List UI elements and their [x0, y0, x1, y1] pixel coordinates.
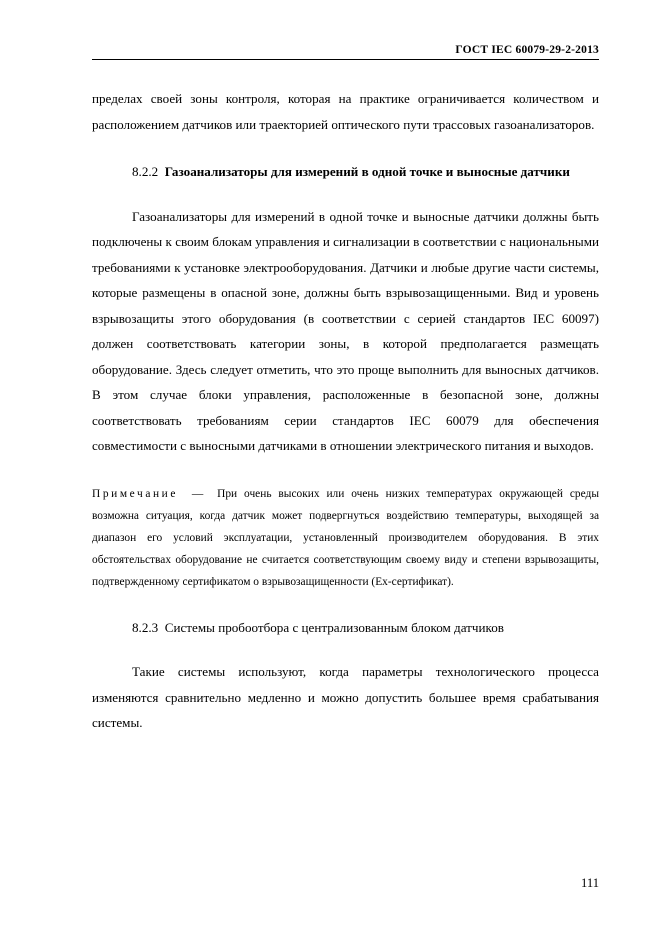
- page-header: [92, 44, 599, 56]
- section-title-8-2-2: Газоанализаторы для измерений в одной точке и выносные датчики: [164, 164, 570, 179]
- section-title-8-2-3: Системы пробоотбора с централизованным блоком датчиков: [164, 619, 504, 635]
- paragraph-continuation: пределах своей зоны контроля, которая на практике ограничивается количеством и расположением датчиков или траекторией оптического пути трассовых газоанализаторов.: [92, 91, 599, 132]
- section-body-8-2-3: Такие системы используют, когда параметры технологического процесса изменяются сравнительно медленно и можно допустить большее время срабатывания системы.: [92, 664, 599, 730]
- section-number-8-2-2: 8.2.2: [132, 164, 159, 179]
- section-number-8-2-3: 8.2.3: [132, 619, 159, 635]
- note-label: Примечание: [92, 487, 179, 500]
- header-divider: [92, 59, 599, 60]
- section-heading-8-2-2: [92, 159, 599, 185]
- section-body-8-2-2: Газоанализаторы для измерений в одной точке и выносные датчики должны быть подключены к своим блокам управления и сигнализации в соответствии с национальными требованиями к установке электрооборудования. Датчики и любые другие части системы, которые размещены в опасной зоне, должны быть взрывозащищенными. Вид и уровень взрывозащиты этого оборудования (в соответствии с серией стандартов IEC 60097) должен соответствовать категории зоны, в которой предполагается размещать оборудование. Здесь следует отметить, что это проще выполнить для выносных датчиков. В этом случае блоки управления, расположенные в безопасной зоне, должны соответствовать требованиям серии стандартов IEC 60079 для обеспечения совместимости с выносными датчиками в отношении электрического питания и выходов.: [92, 208, 599, 453]
- note-dash: —: [191, 487, 204, 500]
- note-text: При очень высоких или очень низких температурах окружающей среды возможна ситуация, когда датчик может подвергнуться воздействию температуры, выходящей за диапазон его условий эксплуатации, установленный производителем оборудования. В этих обстоятельствах оборудование не считается соответствующим своему виду и степени взрывозащиты, подтвержденному сертификатом о взрывозащищенности (Ex-сертификат).: [92, 487, 599, 588]
- note-block: [92, 483, 599, 593]
- section-heading-8-2-3: [92, 615, 599, 641]
- standard-reference: ГОСТ IEC 60079-29-2-2013: [455, 44, 599, 56]
- page-number: 111: [581, 876, 599, 890]
